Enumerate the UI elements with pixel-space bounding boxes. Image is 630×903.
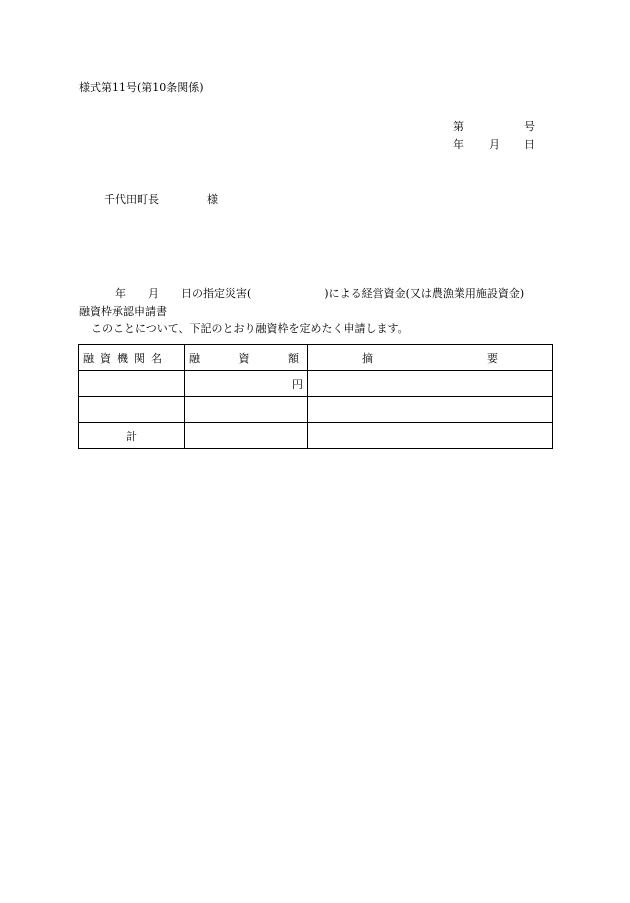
institution-cell[interactable] — [79, 371, 185, 397]
header-institution: 融資機関名 — [79, 345, 185, 371]
title-line-2: 融資枠承認申請書 — [79, 305, 167, 318]
table-row — [79, 397, 553, 423]
amount-cell[interactable]: 円 — [185, 371, 308, 397]
memo-cell[interactable] — [308, 397, 553, 423]
title-line-1 — [79, 287, 552, 301]
header-amount — [185, 345, 308, 371]
title-paren-close: )による経営資金(又は農漁業用施設資金) — [324, 287, 525, 300]
form-number: 様式第11号(第10条関係) — [79, 81, 204, 94]
date-day-label: 日 — [524, 138, 535, 151]
total-amount-cell[interactable] — [185, 423, 308, 449]
header-amount-1: 融 — [189, 351, 200, 365]
table-header-row — [79, 345, 553, 371]
total-label: 計 — [79, 423, 185, 449]
header-amount-2: 資 — [238, 351, 250, 365]
header-memo-2: 要 — [487, 351, 498, 365]
body-text: このことについて、下記のとおり融資枠を定めたく申請します。 — [91, 322, 409, 335]
table-row — [79, 371, 553, 397]
addressee-name: 千代田町長 — [104, 193, 159, 206]
date-month-label: 月 — [489, 138, 500, 151]
doc-number-label: 第 — [453, 120, 464, 133]
title-month: 月 — [148, 287, 159, 300]
memo-cell[interactable] — [308, 371, 553, 397]
title-year: 年 — [115, 287, 126, 300]
header-memo — [308, 345, 553, 371]
institution-cell[interactable] — [79, 397, 185, 423]
date-year-label: 年 — [453, 138, 464, 151]
doc-number-suffix: 号 — [524, 120, 535, 133]
header-memo-1: 摘 — [362, 351, 373, 365]
financing-table — [78, 344, 553, 449]
addressee-honorific: 様 — [207, 193, 218, 206]
total-memo-cell[interactable] — [308, 423, 553, 449]
header-amount-3: 額 — [288, 351, 299, 365]
title-day-suffix: 日の指定災害( — [181, 287, 252, 300]
table-total-row — [79, 423, 553, 449]
amount-cell[interactable] — [185, 397, 308, 423]
